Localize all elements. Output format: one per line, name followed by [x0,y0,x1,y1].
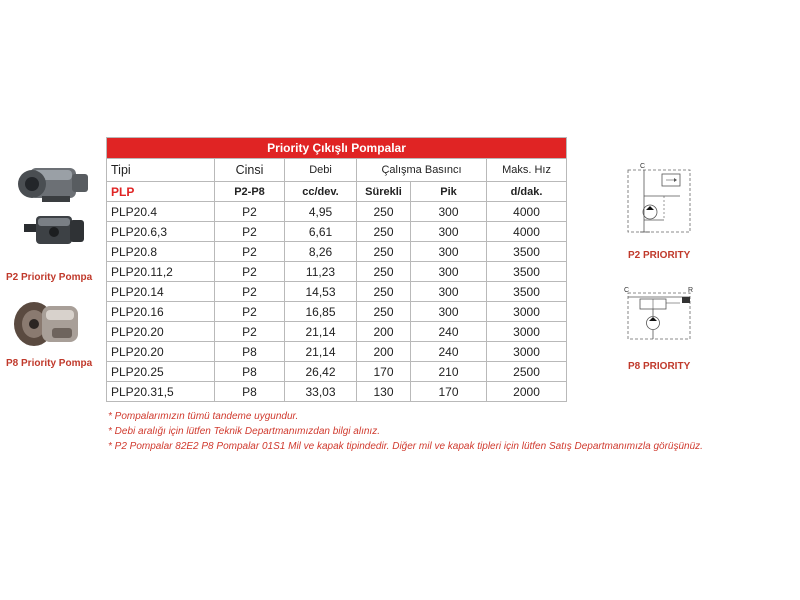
table-row [107,302,567,322]
cell-surekli: 250 [357,262,411,282]
cell-debi: 21,14 [285,322,357,342]
table-row [107,342,567,362]
cell-cinsi: P2 [215,322,285,342]
cell-cinsi: P8 [215,342,285,362]
cell-cinsi: P8 [215,382,285,402]
cell-surekli: 250 [357,202,411,222]
header-tipi: Tipi [107,159,215,182]
footnotes [108,409,798,454]
cell-tipi: PLP20.4 [107,202,215,222]
table-row [107,242,567,262]
footnote-debi: * Debi aralığı için lütfen Teknik Departmanımızdan bilgi alınız. [108,426,380,437]
cell-hiz: 3000 [487,302,567,322]
table-row [107,322,567,342]
cell-debi: 4,95 [285,202,357,222]
header-row [107,159,567,182]
cell-pik: 170 [411,382,487,402]
cell-tipi: PLP20.14 [107,282,215,302]
subheader-hiz: d/dak. [487,182,567,202]
table-row [107,222,567,242]
cell-surekli: 200 [357,342,411,362]
p8-port-c-label: C [624,287,630,294]
subheader-surekli: Sürekli [357,182,411,202]
table-row [107,362,567,382]
cell-debi: 26,42 [285,362,357,382]
cell-tipi: PLP20.6,3 [107,222,215,242]
cell-surekli: 250 [357,282,411,302]
cell-pik: 300 [411,302,487,322]
cell-surekli: 250 [357,242,411,262]
cell-hiz: 3500 [487,282,567,302]
p2-priority-schematic [620,160,700,240]
cell-pik: 240 [411,322,487,342]
header-debi: Debi [285,159,357,182]
table-row [107,382,567,402]
table-title-row [107,138,567,159]
cell-surekli: 250 [357,302,411,322]
cell-pik: 300 [411,262,487,282]
p2-pump-photo-bottom [22,210,87,252]
cell-surekli: 170 [357,362,411,382]
pump-spec-table [106,137,567,402]
cell-hiz: 2000 [487,382,567,402]
subheader-debi: cc/dev. [285,182,357,202]
cell-debi: 14,53 [285,282,357,302]
cell-tipi: PLP20.16 [107,302,215,322]
cell-debi: 11,23 [285,262,357,282]
cell-hiz: 2500 [487,362,567,382]
p2-pump-photo-top [12,160,92,208]
cell-tipi: PLP20.20 [107,342,215,362]
footnote-shaft: * P2 Pompalar 82E2 P8 Pompalar 01S1 Mil ve kapak tipindedir. Diğer mil ve kapak tipleri için lütfen Satış Departmanımızla görüşünüz. [108,441,703,452]
header-cinsi: Cinsi [215,159,285,182]
subheader-plp: PLP [107,182,215,202]
p2-priority-caption: P2 PRIORITY [628,250,691,261]
cell-surekli: 250 [357,222,411,242]
table-row [107,262,567,282]
cell-hiz: 3500 [487,262,567,282]
cell-pik: 300 [411,282,487,302]
cell-debi: 16,85 [285,302,357,322]
subheader-row [107,182,567,202]
cell-pik: 300 [411,222,487,242]
p8-priority-caption: P8 PRIORITY [628,361,691,372]
cell-debi: 6,61 [285,222,357,242]
cell-cinsi: P2 [215,202,285,222]
cell-tipi: PLP20.11,2 [107,262,215,282]
p8-pump-caption: P8 Priority Pompa [6,358,93,369]
p2-pump-caption: P2 Priority Pompa [6,272,93,283]
cell-cinsi: P2 [215,242,285,262]
cell-hiz: 3000 [487,322,567,342]
cell-tipi: PLP20.25 [107,362,215,382]
header-maks-hiz: Maks. Hız [487,159,567,182]
table-row [107,202,567,222]
p8-priority-schematic [620,285,700,345]
p8-pump-photo [12,298,84,350]
cell-cinsi: P8 [215,362,285,382]
cell-cinsi: P2 [215,282,285,302]
subheader-pik: Pik [411,182,487,202]
table-row [107,282,567,302]
cell-pik: 240 [411,342,487,362]
cell-debi: 21,14 [285,342,357,362]
cell-cinsi: P2 [215,262,285,282]
cell-hiz: 4000 [487,202,567,222]
header-calisma-basinci: Çalışma Basıncı [357,159,487,182]
subheader-cinsi: P2-P8 [215,182,285,202]
cell-cinsi: P2 [215,302,285,322]
cell-tipi: PLP20.31,5 [107,382,215,402]
cell-debi: 8,26 [285,242,357,262]
cell-tipi: PLP20.20 [107,322,215,342]
p8-port-r-label: R [688,287,694,294]
cell-debi: 33,03 [285,382,357,402]
p2-port-c-label: C [640,163,646,170]
cell-pik: 300 [411,202,487,222]
table-title: Priority Çıkışlı Pompalar [107,138,567,159]
cell-hiz: 4000 [487,222,567,242]
footnote-tandem: * Pompalarımızın tümü tandeme uygundur. [108,411,299,422]
cell-hiz: 3000 [487,342,567,362]
cell-surekli: 130 [357,382,411,402]
cell-tipi: PLP20.8 [107,242,215,262]
cell-pik: 300 [411,242,487,262]
cell-hiz: 3500 [487,242,567,262]
cell-pik: 210 [411,362,487,382]
cell-surekli: 200 [357,322,411,342]
cell-cinsi: P2 [215,222,285,242]
